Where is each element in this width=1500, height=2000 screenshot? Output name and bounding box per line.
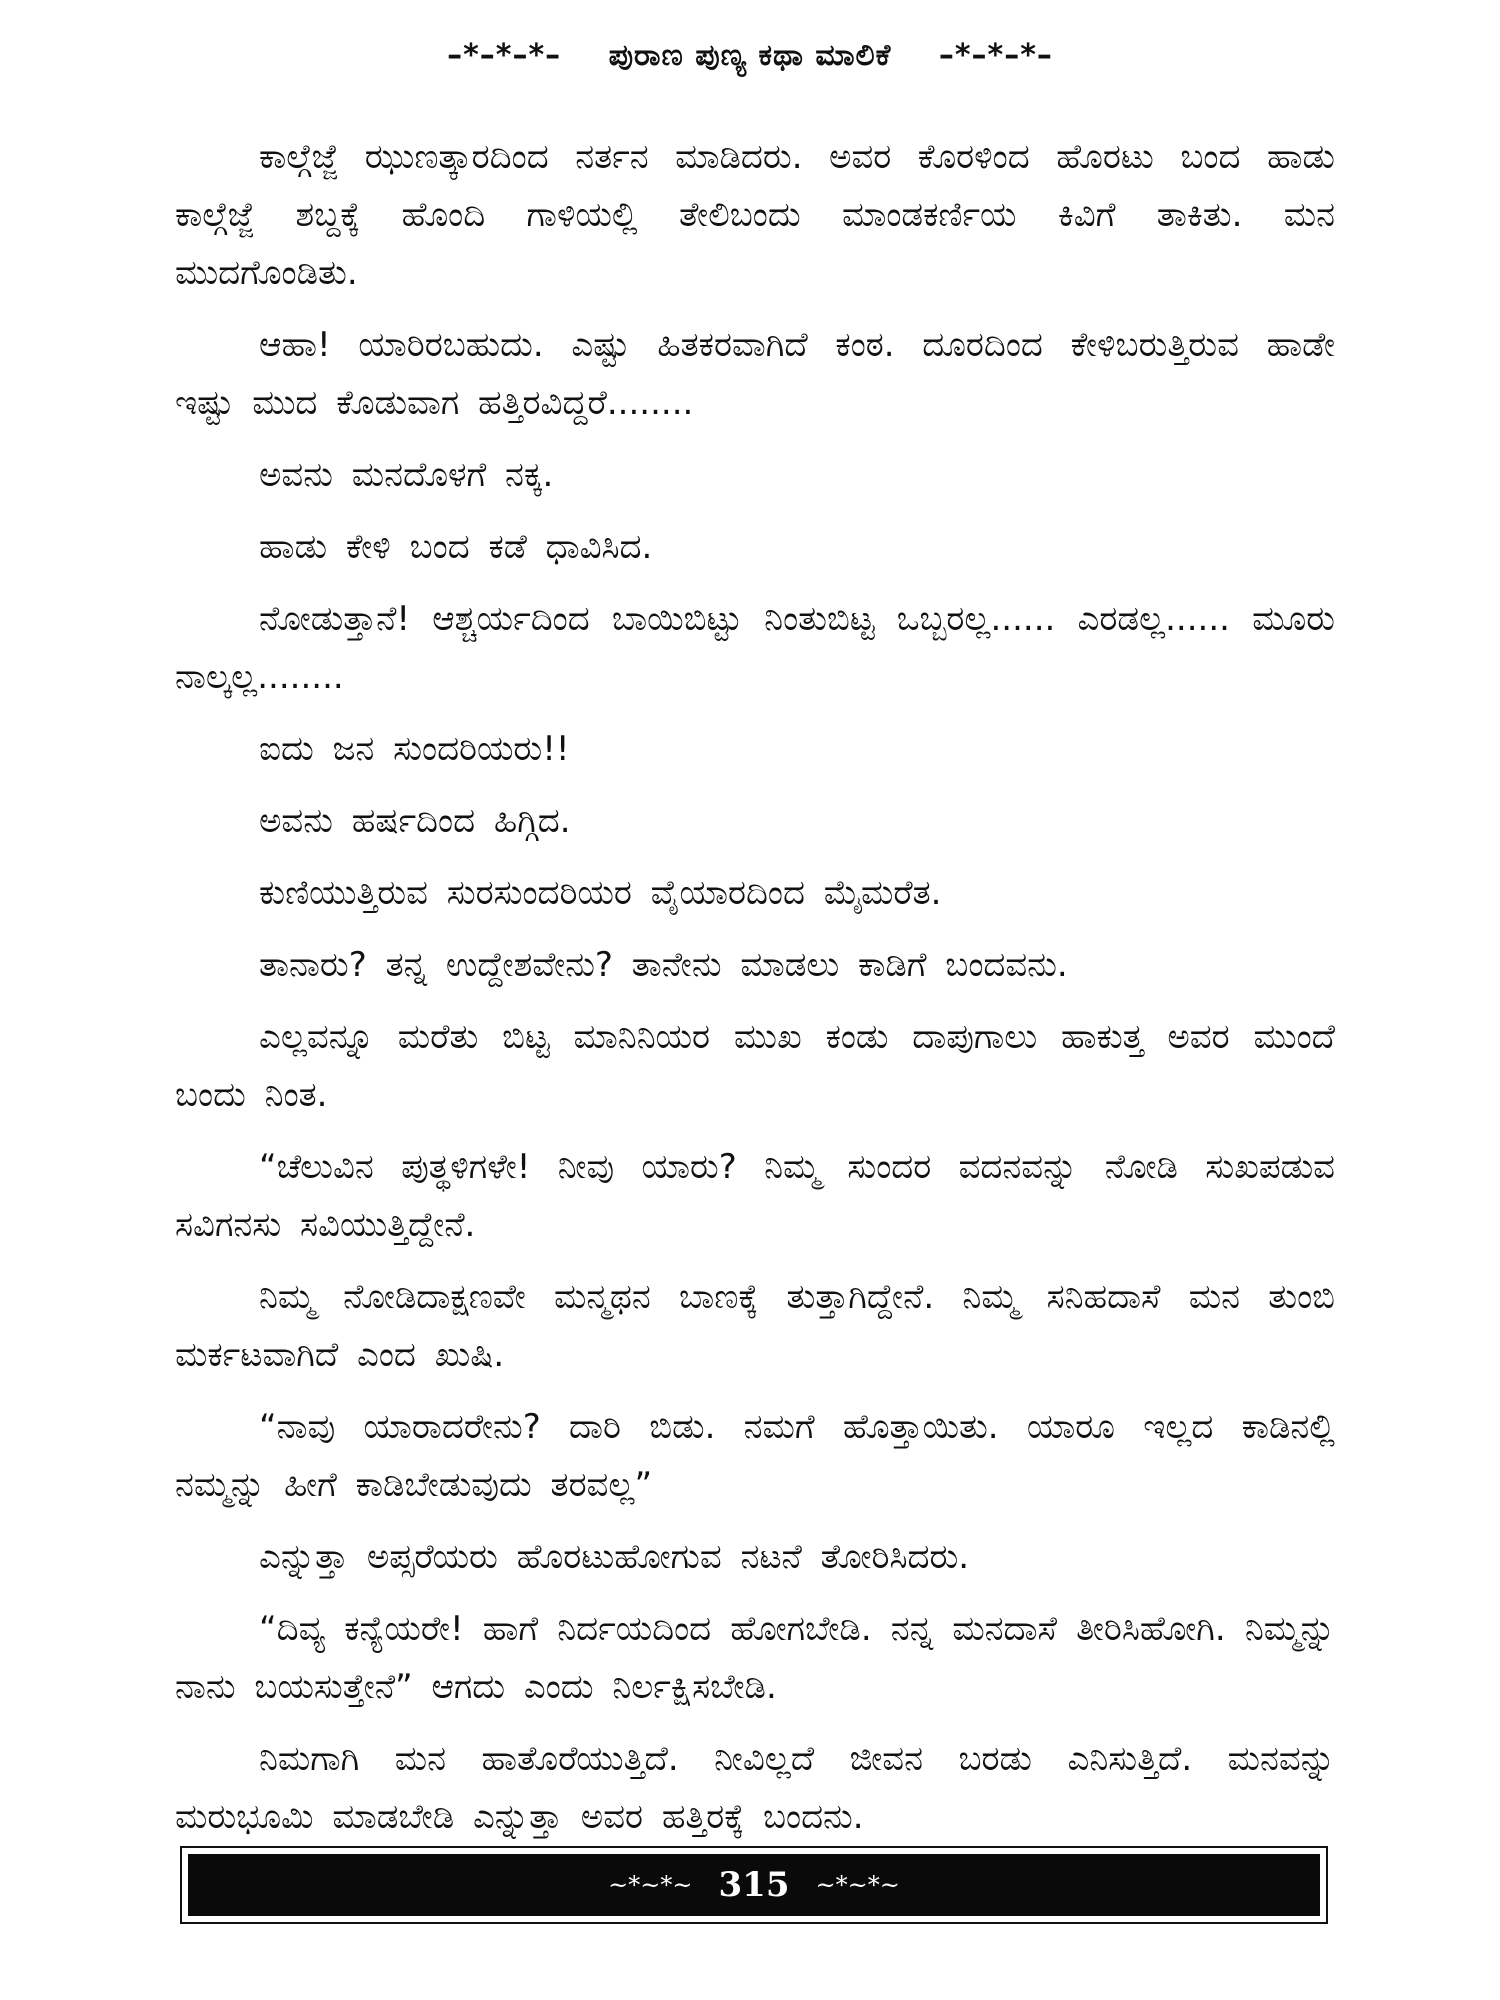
page-body [175,128,1335,1860]
header-title: ಪುರಾಣ ಪುಣ್ಯ ಕಥಾ ಮಾಲಿಕೆ [608,38,892,73]
paragraph: ಎನ್ನುತ್ತಾ ಅಪ್ಸರೆಯರು ಹೊರಟುಹೋಗುವ ನಟನೆ ತೋರಿಸಿದರು. [259,1537,970,1577]
header-left-ornament: –*–*–*– [447,38,562,73]
paragraph: ಅವನು ಮನದೊಳಗೆ ನಕ್ಕ. [259,455,554,495]
paragraph: ಹಾಡು ಕೇಳಿ ಬಂದ ಕಡೆ ಧಾವಿಸಿದ. [259,527,653,567]
paragraph: ಐದು ಜನ ಸುಂದರಿಯರು!! [259,729,570,769]
paragraph: ಕುಣಿಯುತ್ತಿರುವ ಸುರಸುಂದರಿಯರ ವೈಯಾರದಿಂದ ಮೈಮರೆತ. [259,873,942,913]
paragraph: ಎಲ್ಲವನ್ನೂ ಮರೆತು ಬಿಟ್ಟ ಮಾನಿನಿಯರ ಮುಖ ಕಂಡು ದಾಪುಗಾಲು ಹಾಕುತ್ತ ಅವರ ಮುಂದೆ ಬಂದು ನಿಂತ. [175,1017,1335,1115]
header-right-ornament: –*–*–*– [938,38,1053,73]
page-number: 315 [718,1865,790,1905]
footer-right-ornament: ~*~*~ [815,1871,900,1899]
paragraph: “ಚೆಲುವಿನ ಪುತ್ಥಳಿಗಳೇ! ನೀವು ಯಾರು? ನಿಮ್ಮ ಸುಂದರ ವದನವನ್ನು ನೋಡಿ ಸುಖಪಡುವ ಸವಿಗನಸು ಸವಿಯುತ್ತಿದ್ದೇನೆ. [175,1147,1335,1245]
paragraph: ನಿಮಗಾಗಿ ಮನ ಹಾತೊರೆಯುತ್ತಿದೆ. ನೀವಿಲ್ಲದೆ ಜೀವನ ಬರಡು ಎನಿಸುತ್ತಿದೆ. ಮನವನ್ನು ಮರುಭೂಮಿ ಮಾಡಬೇಡಿ ಎನ್ನುತ್ತಾ ಅವರ ಹತ್ತಿರಕ್ಕೆ ಬಂದನು. [175,1739,1335,1837]
paragraph: “ನಾವು ಯಾರಾದರೇನು? ದಾರಿ ಬಿಡು. ನಮಗೆ ಹೊತ್ತಾಯಿತು. ಯಾರೂ ಇಲ್ಲದ ಕಾಡಿನಲ್ಲಿ ನಮ್ಮನ್ನು ಹೀಗೆ ಕಾಡಿಬೇಡುವುದು ತರವಲ್ಲ” [175,1407,1335,1505]
paragraph: “ದಿವ್ಯ ಕನ್ಯೆಯರೇ! ಹಾಗೆ ನಿರ್ದಯದಿಂದ ಹೋಗಬೇಡಿ. ನನ್ನ ಮನದಾಸೆ ತೀರಿಸಿಹೋಗಿ. ನಿಮ್ಮನ್ನು ನಾನು ಬಯಸುತ್ತೇನೆ” ಆಗದು ಎಂದು ನಿರ್ಲಕ್ಷಿಸಬೇಡಿ. [175,1609,1335,1707]
page-footer [180,1846,1328,1924]
footer-left-ornament: ~*~*~ [608,1871,693,1899]
running-header [0,38,1500,73]
paragraph: ನೋಡುತ್ತಾನೆ! ಆಶ್ಚರ್ಯದಿಂದ ಬಾಯಿಬಿಟ್ಟು ನಿಂತುಬಿಟ್ಟ ಒಬ್ಬರಲ್ಲ...... ಎರಡಲ್ಲ...... ಮೂರು ನಾಲ್ಕಲ್ಲ........ [175,599,1335,697]
paragraph: ನಿಮ್ಮ ನೋಡಿದಾಕ್ಷಣವೇ ಮನ್ಮಥನ ಬಾಣಕ್ಕೆ ತುತ್ತಾಗಿದ್ದೇನೆ. ನಿಮ್ಮ ಸನಿಹದಾಸೆ ಮನ ತುಂಬಿ ಮರ್ಕಟವಾಗಿದೆ ಎಂದ ಖುಷಿ. [175,1277,1335,1375]
footer-bar [188,1854,1320,1916]
paragraph: ಕಾಲ್ಗೆಜ್ಜೆ ಝುಣತ್ಕಾರದಿಂದ ನರ್ತನ ಮಾಡಿದರು. ಅವರ ಕೊರಳಿಂದ ಹೊರಟು ಬಂದ ಹಾಡು ಕಾಲ್ಗೆಜ್ಜೆ ಶಬ್ದಕ್ಕೆ ಹೊಂದಿ ಗಾಳಿಯಲ್ಲಿ ತೇಲಿಬಂದು ಮಾಂಡಕರ್ಣಿಯ ಕಿವಿಗೆ ತಾಕಿತು. ಮನ ಮುದಗೊಂಡಿತು. [175,137,1335,293]
paragraph: ಅವನು ಹರ್ಷದಿಂದ ಹಿಗ್ಗಿದ. [259,801,571,841]
paragraph: ತಾನಾರು? ತನ್ನ ಉದ್ದೇಶವೇನು? ತಾನೇನು ಮಾಡಲು ಕಾಡಿಗೆ ಬಂದವನು. [259,945,1068,985]
paragraph: ಆಹಾ! ಯಾರಿರಬಹುದು. ಎಷ್ಟು ಹಿತಕರವಾಗಿದೆ ಕಂಠ. ದೂರದಿಂದ ಕೇಳಿಬರುತ್ತಿರುವ ಹಾಡೇ ಇಷ್ಟು ಮುದ ಕೊಡುವಾಗ ಹತ್ತಿರವಿದ್ದರೆ........ [175,325,1335,423]
